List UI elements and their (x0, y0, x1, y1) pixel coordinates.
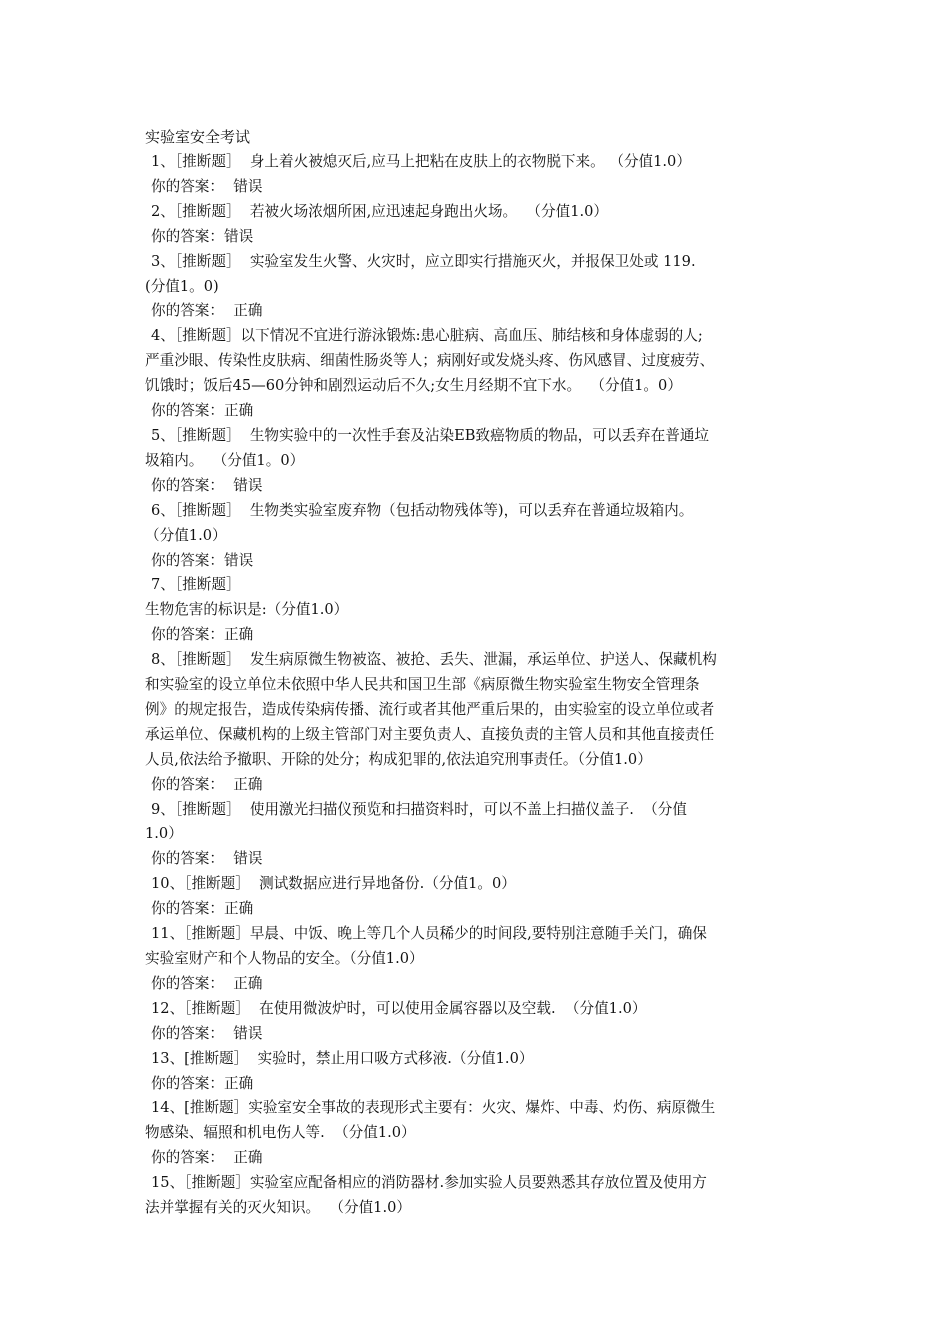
document-title: 实验室安全考试 (145, 128, 251, 146)
question-text: 5、［推断题］ 生物实验中的一次性手套及沾染EB致癌物质的物品，可以丢弃在普通垃 (151, 426, 710, 444)
question-text-continued: (分值1。0) (145, 277, 219, 295)
question-text: 12、［推断题］ 在使用微波炉时，可以使用金属容器以及空载. （分值1.0） (151, 999, 647, 1017)
question-text-continued: 严重沙眼、传染性皮肤病、细菌性肠炎等人；病刚好或发烧头疼、伤风感冒、过度疲劳、 (145, 352, 715, 370)
question-item (145, 499, 808, 574)
question-text-continued: 生物危害的标识是:（分值1.0） (145, 601, 349, 619)
question-text: 9、［推断题］ 使用激光扫描仪预览和扫描资料时，可以不盖上扫描仪盖子. （分值 (151, 800, 687, 818)
question-text-continued: （分值1.0） (145, 526, 227, 544)
your-answer: 你的答案：错误 (151, 551, 254, 569)
your-answer: 你的答案： 错误 (151, 476, 263, 494)
question-text-continued: 1.0） (145, 825, 183, 843)
question-item (145, 200, 808, 250)
question-text: 13、[推断题］ 实验时，禁止用口吸方式移液.（分值1.0） (151, 1049, 534, 1067)
your-answer: 你的答案： 正确 (151, 302, 263, 320)
question-item (145, 573, 808, 648)
your-answer: 你的答案：正确 (151, 626, 254, 644)
question-text: 1、［推断题］ 身上着火被熄灭后,应马上把粘在皮肤上的衣物脱下来。 （分值1.0） (151, 153, 691, 170)
question-text-continued: 承运单位、保藏机构的上级主管部门对主要负责人、直接负责的主管人员和其他直接责任 (145, 725, 715, 743)
question-text: 4、［推断题］以下情况不宜进行游泳锻炼:患心脏病、高血压、肺结核和身体虚弱的人; (151, 327, 703, 345)
question-item (145, 648, 808, 797)
question-item (145, 997, 808, 1047)
your-answer: 你的答案：正确 (151, 1074, 254, 1092)
question-text-continued: 人员,依法给予撤职、开除的处分；构成犯罪的,依法追究刑事责任。（分值1.0） (145, 750, 652, 768)
question-item (145, 1096, 808, 1171)
question-text-continued: 法并掌握有关的灭火知识。 （分值1.0） (145, 1199, 411, 1217)
question-text-continued: 例》的规定报告，造成传染病传播、流行或者其他严重后果的，由实验室的设立单位或者 (145, 700, 715, 718)
question-item (145, 324, 808, 424)
question-item (145, 424, 808, 499)
question-text: 15、［推断题］实验室应配备相应的消防器材.参加实验人员要熟悉其存放位置及使用方 (151, 1174, 707, 1192)
question-text: 7、［推断题］ (151, 576, 241, 594)
question-text-continued: 圾箱内。 （分值1。0） (145, 451, 305, 469)
question-item (145, 250, 808, 325)
your-answer: 你的答案： 错误 (151, 177, 263, 195)
your-answer: 你的答案：错误 (151, 227, 254, 245)
question-item (145, 150, 808, 200)
question-text: 6、［推断题］ 生物类实验室废弃物（包括动物残体等)，可以丢弃在普通垃圾箱内。 (151, 501, 694, 519)
question-item (145, 922, 808, 997)
your-answer: 你的答案：正确 (151, 900, 254, 918)
question-text: 14、[推断题］实验室安全事故的表现形式主要有：火灾、爆炸、中毒、灼伤、病原微生 (151, 1099, 716, 1117)
question-item (145, 872, 808, 922)
your-answer: 你的答案：正确 (151, 402, 254, 420)
your-answer: 你的答案： 正确 (151, 974, 263, 992)
question-text-continued: 物感染、辐照和机电伤人等. （分值1.0） (145, 1124, 416, 1142)
question-item (145, 798, 808, 873)
question-list (145, 150, 808, 1221)
your-answer: 你的答案： 错误 (151, 850, 263, 868)
question-text: 11、［推断题］早晨、中饭、晚上等几个人员稀少的时间段,要特别注意随手关门，确保 (151, 925, 707, 943)
question-item (145, 1171, 808, 1221)
question-text: 2、［推断题］ 若被火场浓烟所困,应迅速起身跑出火场。 （分值1.0） (151, 202, 609, 220)
question-text-continued: 饥饿时；饭后45—60分钟和剧烈运动后不久;女生月经期不宜下水。 （分值1。0） (145, 377, 682, 395)
question-text-continued: 和实验室的设立单位未依照中华人民共和国卫生部《病原微生物实验室生物安全管理条 (145, 676, 700, 694)
question-text: 8、［推断题］ 发生病原微生物被盗、被抢、丢失、泄漏，承运单位、护送人、保藏机构 (151, 651, 717, 669)
question-text: 10、［推断题］ 测试数据应进行异地备份.（分值1。0） (151, 875, 516, 893)
question-text: 3、［推断题］ 实验室发生火警、火灾时，应立即实行措施灭火，并报保卫处或 119. (151, 252, 696, 270)
your-answer: 你的答案： 正确 (151, 1149, 263, 1167)
your-answer: 你的答案： 错误 (151, 1024, 263, 1042)
question-item (145, 1047, 808, 1097)
question-text-continued: 实验室财产和个人物品的安全。（分值1.0） (145, 950, 424, 967)
your-answer: 你的答案： 正确 (151, 775, 263, 793)
